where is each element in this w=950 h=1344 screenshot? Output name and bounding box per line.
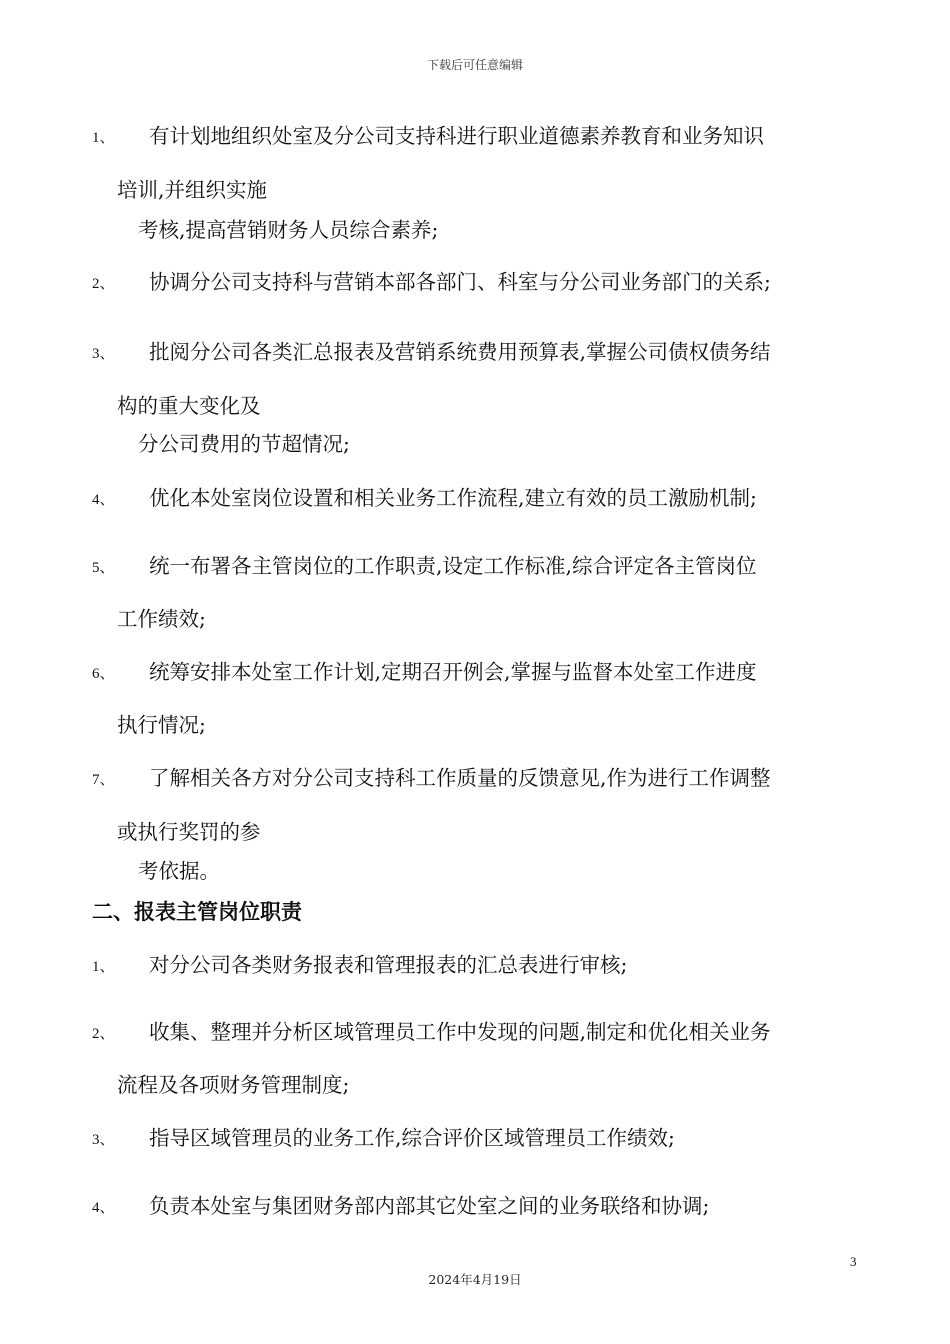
item-number: 1、 bbox=[92, 130, 115, 146]
section-heading: 二、报表主管岗位职责 bbox=[92, 899, 302, 924]
item-text: 负责本处室与集团财务部内部其它处室之间的业务联络和协调; bbox=[149, 1194, 710, 1218]
item-text: 批阅分公司各类汇总报表及营销系统费用预算表,掌握公司债权债务结 bbox=[149, 340, 771, 364]
item-number: 4、 bbox=[92, 1200, 115, 1216]
item-number: 5、 bbox=[92, 560, 115, 576]
item-text: 了解相关各方对分公司支持科工作质量的反馈意见,作为进行工作调整 bbox=[149, 766, 771, 790]
item-text: 工作绩效; bbox=[117, 607, 206, 631]
item-number: 6、 bbox=[92, 666, 115, 682]
item-number: 7、 bbox=[92, 772, 115, 788]
item-text: 培训,并组织实施 bbox=[117, 178, 268, 202]
page-header: 下载后可任意编辑 bbox=[426, 58, 523, 72]
page-number: 3 bbox=[850, 1254, 857, 1269]
item-number: 2、 bbox=[92, 1026, 115, 1042]
item-number: 3、 bbox=[92, 1132, 115, 1148]
item-text: 收集、整理并分析区域管理员工作中发现的问题,制定和优化相关业务 bbox=[149, 1020, 771, 1044]
item-text: 有计划地组织处室及分公司支持科进行职业道德素养教育和业务知识 bbox=[149, 124, 764, 148]
item-text: 协调分公司支持科与营销本部各部门、科室与分公司业务部门的关系; bbox=[149, 270, 771, 294]
item-text: 考核,提高营销财务人员综合素养; bbox=[138, 218, 439, 242]
item-text: 对分公司各类财务报表和管理报表的汇总表进行审核; bbox=[149, 953, 628, 977]
item-number: 1、 bbox=[92, 959, 115, 975]
item-text: 分公司费用的节超情况; bbox=[138, 432, 350, 456]
footer-date: 2024年4月19日 bbox=[428, 1272, 522, 1287]
item-text: 构的重大变化及 bbox=[117, 394, 261, 418]
item-text: 指导区域管理员的业务工作,综合评价区域管理员工作绩效; bbox=[149, 1126, 675, 1150]
item-text: 或执行奖罚的参 bbox=[117, 820, 261, 844]
item-text: 考依据。 bbox=[138, 859, 220, 883]
item-text: 流程及各项财务管理制度; bbox=[117, 1073, 350, 1097]
item-number: 2、 bbox=[92, 276, 115, 292]
item-number: 3、 bbox=[92, 346, 115, 362]
item-text: 优化本处室岗位设置和相关业务工作流程,建立有效的员工激励机制; bbox=[149, 486, 757, 510]
item-text: 统筹安排本处室工作计划,定期召开例会,掌握与监督本处室工作进度 bbox=[149, 660, 757, 684]
item-text: 执行情况; bbox=[117, 713, 206, 737]
item-text: 统一布署各主管岗位的工作职责,设定工作标准,综合评定各主管岗位 bbox=[149, 554, 757, 578]
item-number: 4、 bbox=[92, 492, 115, 508]
